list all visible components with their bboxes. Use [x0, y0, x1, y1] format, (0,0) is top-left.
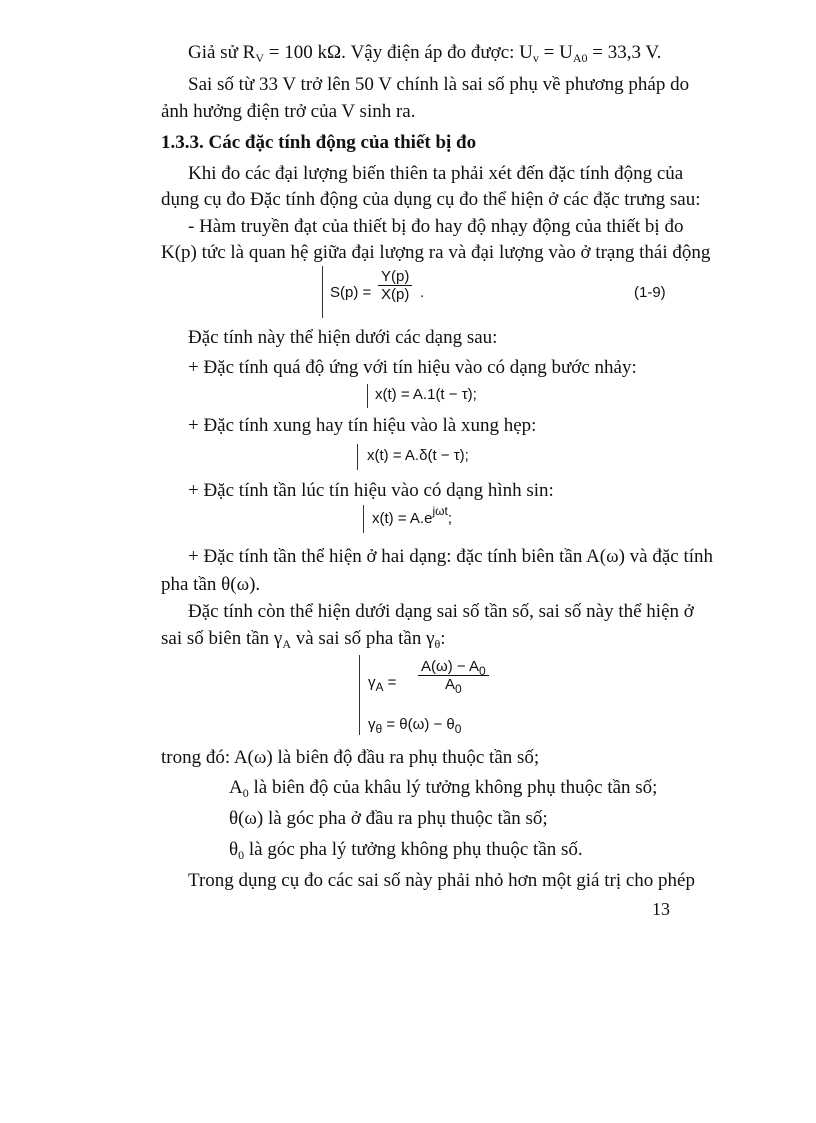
equation-bar [367, 384, 368, 408]
where-line-3: θ(ω) là góc pha ở đầu ra phụ thuộc tần số; [229, 808, 548, 829]
paragraph-voltmeter-line: Giả sử $R_V = 100$ kΩ. Vậy điện áp đo được: $U_v = U_{A0} = 33,3$ V. [188, 42, 662, 65]
paragraph-freq-error-line-2: sai số biên tần $\gamma_A$ và sai số pha tần $\gamma_\theta$: [161, 628, 446, 651]
where-line-2: $A_0$ là biên độ của khâu lý tưởng không phụ thuộc tần số; [229, 777, 658, 800]
equation-lhs: S(p) = [330, 284, 372, 301]
where-line-4: $\theta_0$ là góc pha lý tưởng không phụ thuộc tần số. [229, 839, 583, 862]
paragraph-error-line-1: Sai số từ 33 V trở lên 50 V chính là sai số phụ về phương pháp do [188, 74, 690, 95]
fraction-denominator: X(p) [381, 286, 410, 303]
where-line-1: trong đó: A(ω) là biên độ đầu ra phụ thuộc tần số; [161, 747, 540, 768]
equation-bar [359, 655, 360, 735]
paragraph-error-line-2: ảnh hưởng điện trở của V sinh ra. [161, 101, 416, 122]
page-number: 13 [652, 899, 670, 919]
equation-sine: $x(t) = A.e^{j\omega t}$; [372, 504, 452, 527]
fraction-numerator: $A(\omega) - A_0$ [418, 658, 489, 676]
section-heading: 1.3.3. Các đặc tính động của thiết bị đo [161, 132, 477, 153]
equation-bar [322, 266, 323, 318]
paragraph-frequency-line-2: pha tần θ(ω). [161, 574, 261, 595]
fraction-numerator: Y(p) [378, 268, 412, 286]
paragraph-impulse: + Đặc tính xung hay tín hiệu vào là xung hẹp: [188, 415, 537, 436]
gamma-a-fraction [418, 658, 489, 696]
equation-impulse: x(t) = A.δ(t − τ); [367, 447, 469, 464]
paragraph-final: Trong dụng cụ đo các sai số này phải nhỏ hơn một giá trị cho phép [188, 870, 695, 891]
paragraph-freq-error-line-1: Đặc tính còn thể hiện dưới dạng sai số tần số, sai số này thể hiện ở [188, 601, 694, 622]
paragraph-transfer-line-2: K(p) tức là quan hệ giữa đại lượng ra và đại lượng vào ở trạng thái động [161, 242, 711, 263]
paragraph-sine: + Đặc tính tần lúc tín hiệu vào có dạng hình sin: [188, 480, 554, 501]
equation-bar [363, 505, 364, 533]
equation-step: x(t) = A.1(t − τ); [375, 386, 477, 403]
paragraph-transfer-line-1: - Hàm truyền đạt của thiết bị đo hay độ nhạy động của thiết bị đo [188, 216, 684, 237]
paragraph-forms: Đặc tính này thể hiện dưới các dạng sau: [188, 327, 498, 348]
paragraph-dynamic-line-2: dụng cụ đo Đặc tính động của dụng cụ đo thể hiện ở các đặc trưng sau: [161, 189, 701, 210]
paragraph-frequency-line-1: + Đặc tính tần thể hiện ở hai dạng: đặc tính biên tần A(ω) và đặc tính [188, 546, 714, 567]
gamma-theta-line: $\gamma_\theta = \theta(\omega) - \theta_0$ [368, 716, 462, 736]
equation-transfer-function [330, 268, 672, 316]
paragraph-step-response: + Đặc tính quá độ ứng với tín hiệu vào có dạng bước nhảy: [188, 357, 637, 378]
equation-frequency-errors [368, 658, 508, 736]
equation-number: (1-9) [634, 284, 666, 301]
equation-period: . [420, 284, 425, 301]
equation-fraction [378, 268, 412, 303]
paragraph-dynamic-line-1: Khi đo các đại lượng biến thiên ta phải xét đến đặc tính động của [188, 163, 684, 184]
fraction-denominator: $A_0$ [444, 676, 462, 696]
equation-bar [357, 444, 358, 470]
gamma-a-lhs: $\gamma_A$ = [368, 674, 397, 694]
